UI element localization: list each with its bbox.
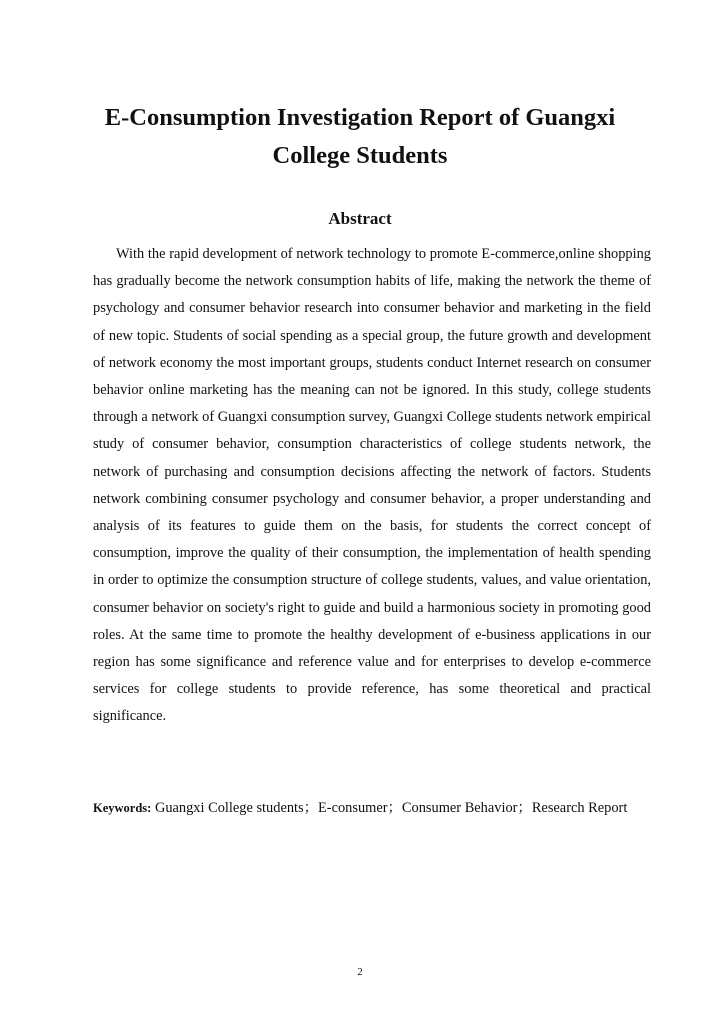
title-line-2: College Students	[272, 142, 448, 169]
title-line-1: E-Consumption Investigation Report of Guangxi	[104, 104, 616, 131]
abstract-paragraph: With the rapid development of network technology to promote E-commerce,online shopping has gradually become the network consumption habits of life, making the network the theme of psychology and consumer behavior research into consumer behavior and marketing in the field of new topic. Students of social spending as a special group, the future growth and development of network economy the most important groups, students conduct Internet research on consumer behavior online marketing has the meaning can not be ignored. In this study, college students through a network of Guangxi consumption survey, Guangxi College students network empirical study of consumer behavior, consumption characteristics of college students network, the network of purchasing and consumption decisions affecting the network of factors. Students network combining consumer psychology and consumer behavior, a proper understanding and analysis of its features to guide them on the basis, for students the correct concept of consumption, improve the quality of their consumption, the implementation of health spending in order to optimize the consumption structure of college students, values, and value orientation, consumer behavior on society's right to guide and build a harmonious society in promoting good roles. At the same time to promote the healthy development of e-business applications in our region has some significance and reference value and for enterprises to develop e-commerce services for college students to provide reference, has some theoretical and practical significance.	[93, 246, 651, 725]
keywords-line	[93, 797, 673, 819]
page-number: 2	[357, 967, 363, 978]
keywords-label: Keywords:	[93, 801, 152, 815]
abstract-heading: Abstract	[328, 209, 392, 228]
keywords-list: Guangxi College students；E-consumer；Consumer Behavior；Research Report	[154, 800, 628, 816]
document-title	[60, 99, 660, 175]
